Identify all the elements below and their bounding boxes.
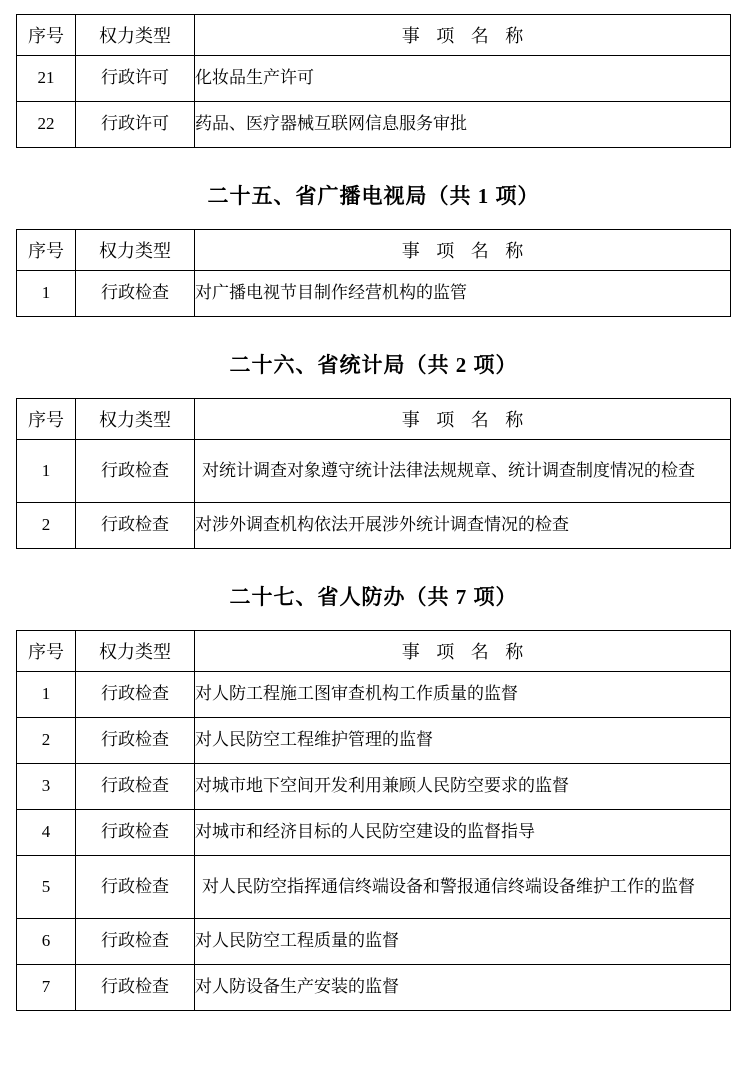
cell-name xyxy=(195,856,731,919)
table-section-27 xyxy=(16,630,731,1011)
cell-seq: 22 xyxy=(17,102,76,148)
table-continuation xyxy=(16,14,731,148)
cell-seq: 1 xyxy=(17,672,76,718)
spacer xyxy=(0,148,747,186)
cell-seq: 7 xyxy=(17,965,76,1011)
table-section-25 xyxy=(16,229,731,317)
cell-type: 行政检查 xyxy=(76,919,195,965)
cell-name: 化妆品生产许可 xyxy=(195,56,731,102)
cell-name-text: 对统计调查对象遵守统计法律法规规章、统计调查制度情况的检查 xyxy=(202,460,695,480)
cell-name: 对广播电视节目制作经营机构的监管 xyxy=(195,271,731,317)
table-row xyxy=(17,965,731,1011)
cell-seq: 2 xyxy=(17,718,76,764)
spacer xyxy=(0,608,747,630)
spacer xyxy=(0,549,747,587)
header-seq: 序号 xyxy=(17,15,76,56)
header-seq: 序号 xyxy=(17,399,76,440)
header-type: 权力类型 xyxy=(76,399,195,440)
header-name: 事 项 名 称 xyxy=(195,230,731,271)
table-row xyxy=(17,102,731,148)
table-row xyxy=(17,718,731,764)
section-title-25: 二十五、省广播电视局（共 1 项） xyxy=(207,184,540,208)
header-name: 事 项 名 称 xyxy=(195,399,731,440)
cell-name: 对人民防空工程质量的监督 xyxy=(195,919,731,965)
header-type: 权力类型 xyxy=(76,230,195,271)
header-type: 权力类型 xyxy=(76,15,195,56)
table-row xyxy=(17,810,731,856)
cell-seq: 6 xyxy=(17,919,76,965)
cell-seq: 21 xyxy=(17,56,76,102)
table-row xyxy=(17,271,731,317)
table-header-row xyxy=(17,230,731,271)
cell-type: 行政许可 xyxy=(76,102,195,148)
cell-type: 行政检查 xyxy=(76,672,195,718)
top-spacer xyxy=(0,0,747,14)
table-row xyxy=(17,672,731,718)
cell-seq: 5 xyxy=(17,856,76,919)
header-name: 事 项 名 称 xyxy=(195,15,731,56)
table-row xyxy=(17,56,731,102)
cell-name xyxy=(195,440,731,503)
cell-seq: 2 xyxy=(17,503,76,549)
header-seq: 序号 xyxy=(17,631,76,672)
table-row xyxy=(17,503,731,549)
cell-type: 行政检查 xyxy=(76,271,195,317)
header-name: 事 项 名 称 xyxy=(195,631,731,672)
table-row xyxy=(17,919,731,965)
cell-name: 对人防设备生产安装的监督 xyxy=(195,965,731,1011)
header-type: 权力类型 xyxy=(76,631,195,672)
cell-type: 行政检查 xyxy=(76,718,195,764)
cell-name: 对城市和经济目标的人民防空建设的监督指导 xyxy=(195,810,731,856)
cell-seq: 3 xyxy=(17,764,76,810)
section-title-26: 二十六、省统计局（共 2 项） xyxy=(229,353,518,377)
cell-type: 行政检查 xyxy=(76,810,195,856)
cell-seq: 1 xyxy=(17,271,76,317)
cell-type: 行政检查 xyxy=(76,764,195,810)
cell-name: 对城市地下空间开发利用兼顾人民防空要求的监督 xyxy=(195,764,731,810)
cell-type: 行政检查 xyxy=(76,440,195,503)
cell-name: 对涉外调查机构依法开展涉外统计调查情况的检查 xyxy=(195,503,731,549)
cell-name: 对人防工程施工图审查机构工作质量的监督 xyxy=(195,672,731,718)
table-row xyxy=(17,856,731,919)
spacer xyxy=(0,376,747,398)
table-section-26 xyxy=(16,398,731,549)
cell-type: 行政检查 xyxy=(76,965,195,1011)
cell-name-text: 对人民防空指挥通信终端设备和警报通信终端设备维护工作的监督 xyxy=(202,876,695,896)
spacer xyxy=(0,207,747,229)
table-header-row xyxy=(17,15,731,56)
cell-type: 行政检查 xyxy=(76,856,195,919)
section-title-27: 二十七、省人防办（共 7 项） xyxy=(229,585,518,609)
cell-type: 行政许可 xyxy=(76,56,195,102)
table-row xyxy=(17,440,731,503)
header-seq: 序号 xyxy=(17,230,76,271)
spacer xyxy=(0,317,747,355)
cell-type: 行政检查 xyxy=(76,503,195,549)
table-header-row xyxy=(17,631,731,672)
table-header-row xyxy=(17,399,731,440)
cell-seq: 1 xyxy=(17,440,76,503)
cell-seq: 4 xyxy=(17,810,76,856)
cell-name: 药品、医疗器械互联网信息服务审批 xyxy=(195,102,731,148)
table-row xyxy=(17,764,731,810)
cell-name: 对人民防空工程维护管理的监督 xyxy=(195,718,731,764)
